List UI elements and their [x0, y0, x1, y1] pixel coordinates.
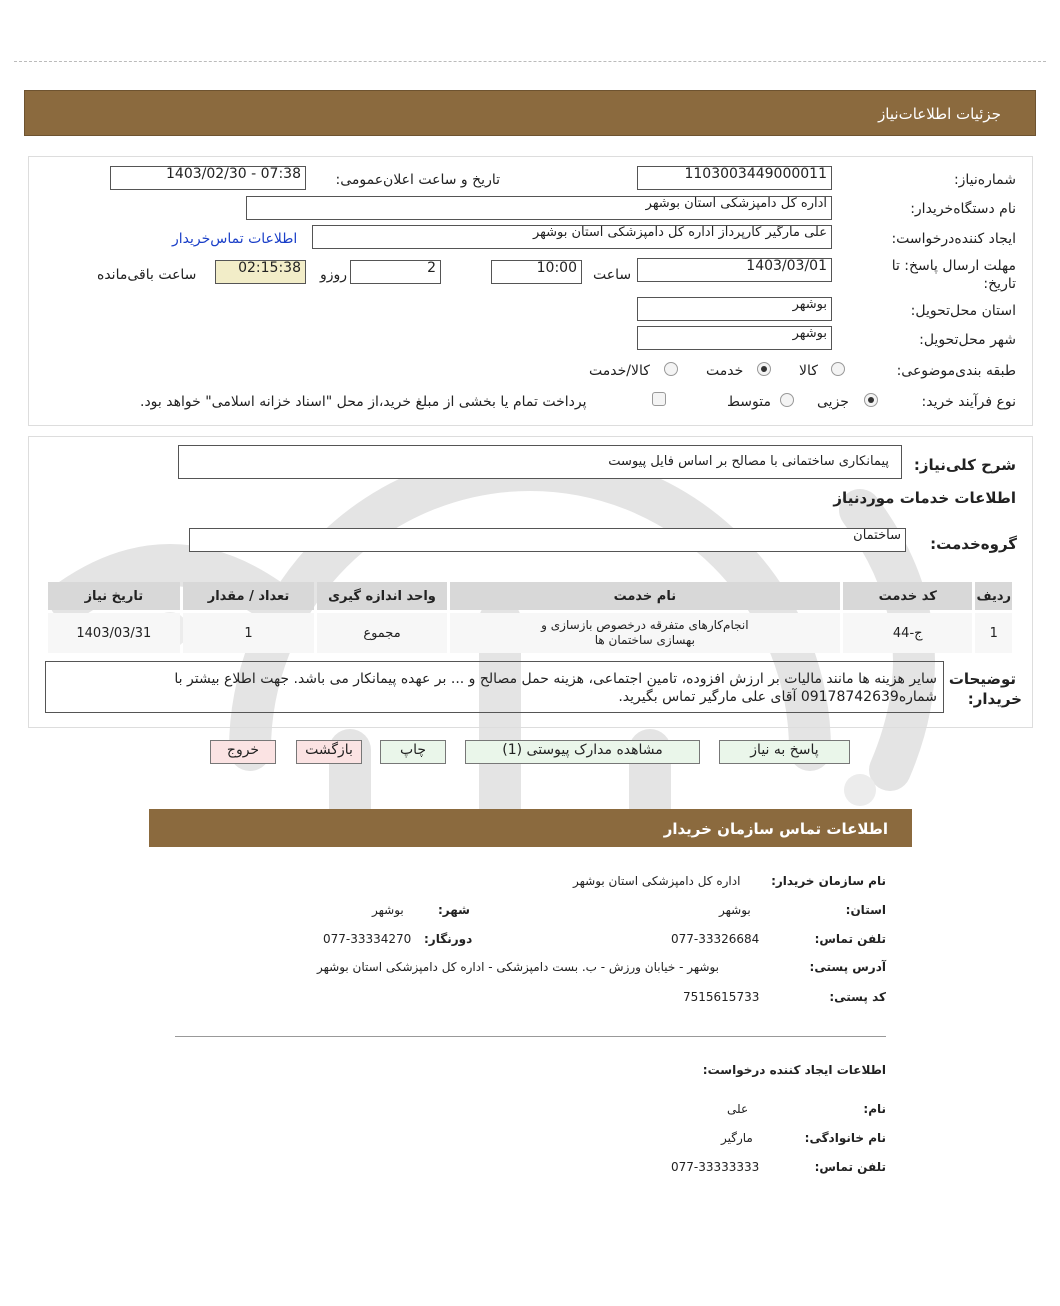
notes-box — [45, 661, 944, 713]
contact-address-label: آدرس پستی: — [809, 960, 886, 974]
city-field: بوشهر — [637, 326, 832, 350]
creator-family-value: مارگیر — [721, 1131, 753, 1145]
creator-phone-value: 077-33333333 — [671, 1160, 760, 1174]
city-label: شهر محل‌تحویل: — [919, 332, 1016, 348]
col-qty: تعداد / مقدار — [183, 582, 315, 610]
category-radio-goods-service[interactable] — [664, 362, 678, 376]
treasury-checkbox[interactable] — [652, 392, 666, 406]
contact-org-label: نام سازمان خریدار: — [771, 874, 886, 888]
services-title: اطلاعات خدمات موردنیاز — [833, 489, 1016, 507]
contact-fax-value: 077-33334270 — [323, 932, 412, 946]
creator-field: علی مارگیر کارپرداز اداره کل دامپزشکی استان بوشهر — [312, 225, 832, 249]
creator-name-value: علی — [727, 1102, 749, 1116]
service-group-label: گروه‌خدمت: — [930, 535, 1017, 553]
col-code: کد خدمت — [843, 582, 973, 610]
contact-postal-value: 7515615733 — [683, 990, 760, 1004]
col-row: ردیف — [975, 582, 1012, 610]
province-field: بوشهر — [637, 297, 832, 321]
creator-label: ایجاد کننده‌درخواست: — [891, 231, 1016, 247]
col-name: نام خدمت — [450, 582, 840, 610]
announce-date-label: تاریخ و ساعت اعلان‌عمومی: — [335, 172, 500, 188]
buyer-org-field: اداره کل دامپزشکی استان بوشهر — [246, 196, 832, 220]
cell-name — [450, 613, 840, 653]
buyer-org-label: نام دستگاه‌خریدار: — [910, 201, 1016, 217]
notes-label: توضیحات — [948, 670, 1016, 688]
province-label: استان محل‌تحویل: — [910, 303, 1016, 319]
process-option-medium: متوسط — [727, 394, 771, 410]
notes-line-2: شماره09178742639 آقای علی مارگیر تماس بگیرید. — [618, 689, 937, 705]
contact-title: اطلاعات تماس سازمان خریدار — [663, 820, 888, 838]
remaining-time-field: 02:15:38 — [215, 260, 306, 284]
cell-name-line-2: بهسازی ساختمان ها — [594, 633, 695, 647]
col-date: تاریخ نیاز — [48, 582, 180, 610]
contact-phone-value: 077-33326684 — [671, 932, 760, 946]
top-divider — [14, 61, 1046, 62]
notes-line-1: سایر هزینه ها مانند مالیات بر ارزش افزوده، تامین اجتماعی، هزینه حمل مصالح و ... بر عهده پیمانکار می باشد. جهت اطلاع بیشتر با — [174, 671, 937, 687]
services-table — [45, 579, 1015, 656]
cell-code: ج-44 — [843, 613, 973, 653]
contact-divider — [175, 1036, 886, 1037]
payment-note: پرداخت تمام یا بخشی از مبلغ خرید،از محل "اسناد خزانه اسلامی" خواهد بود. — [140, 394, 587, 410]
col-unit: واحد اندازه گیری — [317, 582, 447, 610]
announce-date-field: 1403/02/30 - 07:38 — [110, 166, 306, 190]
summary-label: شرح کلی‌نیاز: — [913, 456, 1016, 474]
deadline-label: مهلت ارسال پاسخ: تا — [891, 258, 1016, 274]
deadline-label-date: تاریخ: — [983, 276, 1016, 292]
days-field: 2 — [350, 260, 441, 284]
need-number-label: شماره‌نیاز: — [953, 172, 1016, 188]
category-radio-goods[interactable] — [831, 362, 845, 376]
contact-phone-label: تلفن تماس: — [814, 932, 886, 946]
contact-fax-label: دورنگار: — [424, 932, 473, 946]
contact-city-label: شهر: — [438, 903, 470, 917]
remaining-label: ساعت باقی‌مانده — [97, 267, 197, 283]
creator-phone-label: تلفن تماس: — [814, 1160, 886, 1174]
page-title: جزئیات اطلاعات‌نیاز — [878, 105, 1001, 123]
view-documents-button[interactable]: مشاهده مدارک پیوستی (1) — [465, 740, 700, 764]
creator-name-label: نام: — [863, 1102, 886, 1116]
contact-city-value: بوشهر — [372, 903, 404, 917]
back-button[interactable]: بازگشت — [296, 740, 362, 764]
cell-row: 1 — [975, 613, 1012, 653]
creator-info-title: اطلاعات ایجاد کننده درخواست: — [702, 1063, 886, 1077]
contact-header — [149, 809, 912, 847]
contact-province-value: بوشهر — [719, 903, 751, 917]
deadline-hour-label: ساعت — [593, 267, 632, 283]
service-group-field: ساختمان — [189, 528, 906, 552]
cell-qty: 1 — [183, 613, 315, 653]
deadline-date-field: 1403/03/01 — [637, 258, 832, 282]
exit-button[interactable]: خروج — [210, 740, 276, 764]
contact-province-label: استان: — [845, 903, 886, 917]
buyer-contact-link[interactable]: اطلاعات تماس‌خریدار — [172, 231, 298, 247]
process-label: نوع فرآیند خرید: — [921, 394, 1016, 410]
contact-address-value: بوشهر - خیابان ورزش - ب. بست دامپزشکی - اداره کل دامپزشکی استان بوشهر — [317, 960, 719, 974]
table-header-row — [48, 582, 1012, 610]
cell-unit: مجموع — [317, 613, 447, 653]
table-row — [48, 613, 1012, 653]
category-option-goods-service: کالا/خدمت — [589, 363, 650, 379]
need-number-field: 1103003449000011 — [637, 166, 832, 190]
print-button[interactable]: چاپ — [380, 740, 446, 764]
category-label: طبقه بندی‌موضوعی: — [896, 363, 1016, 379]
summary-field: پیمانکاری ساختمانی با مصالح بر اساس فایل پیوست — [178, 445, 902, 479]
deadline-time-field: 10:00 — [491, 260, 582, 284]
cell-name-line-1: انجام‌کارهای متفرقه درخصوص بازسازی و — [541, 618, 749, 632]
category-option-goods: کالا — [799, 363, 818, 379]
contact-org-value: اداره کل دامپزشکی استان بوشهر — [573, 874, 741, 888]
process-radio-medium[interactable] — [780, 393, 794, 407]
notes-label-buyer: خریدار: — [967, 690, 1022, 708]
process-option-minor: جزیی — [817, 394, 849, 410]
days-label: روزو — [320, 267, 348, 283]
reply-button[interactable]: پاسخ به نیاز — [719, 740, 850, 764]
contact-postal-label: کد پستی: — [829, 990, 886, 1004]
category-option-service: خدمت — [706, 363, 744, 379]
category-radio-service[interactable] — [757, 362, 771, 376]
page-header — [24, 90, 1036, 136]
process-radio-minor[interactable] — [864, 393, 878, 407]
creator-family-label: نام خانوادگی: — [804, 1131, 886, 1145]
cell-date: 1403/03/31 — [48, 613, 180, 653]
